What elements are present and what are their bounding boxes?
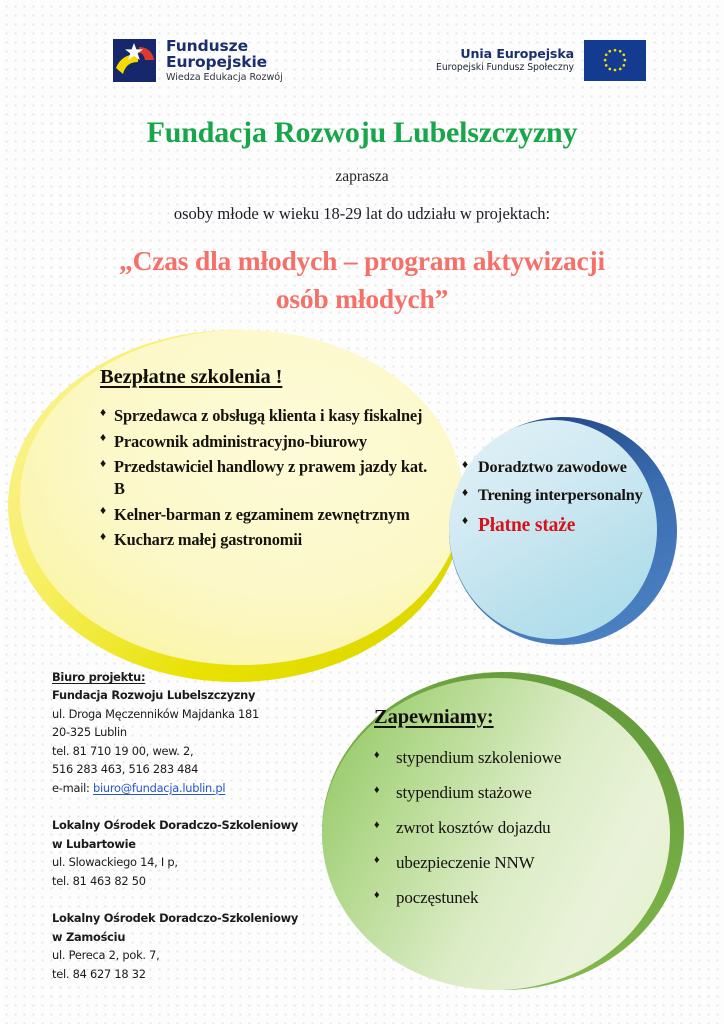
eu-line-2: Europejski Fundusz Społeczny bbox=[436, 62, 574, 74]
contact-information bbox=[52, 668, 324, 1002]
contact-name: Fundacja Rozwoju Lubelszczyzny bbox=[52, 688, 256, 703]
fundusze-europejskie-logo bbox=[112, 38, 283, 83]
support-list bbox=[462, 456, 647, 540]
european-union-logo bbox=[436, 40, 646, 81]
contact-phone-line: tel. 84 627 18 32 bbox=[52, 966, 146, 981]
contact-block-lubartow bbox=[52, 816, 324, 890]
contact-address-line: ul. Droga Męczenników Majdanka 181 bbox=[52, 706, 260, 721]
list-item bbox=[374, 852, 664, 874]
contact-lead: Biuro projektu: bbox=[52, 670, 146, 684]
list-item bbox=[462, 484, 647, 507]
diamond-bullet-icon: ♦ bbox=[100, 404, 106, 419]
list-item-label: Sprzedawca z obsługą klienta i kasy fiskalnej bbox=[114, 406, 423, 425]
contact-address-line: ul. Slowackiego 14, I p, bbox=[52, 855, 178, 870]
benefits-heading: Zapewniamy: bbox=[374, 706, 494, 728]
list-item-label: stypendium szkoleniowe bbox=[396, 748, 562, 767]
diamond-bullet-icon: ♦ bbox=[100, 503, 106, 518]
benefits-list bbox=[374, 747, 664, 909]
trainings-heading: Bezpłatne szkolenia ! bbox=[100, 366, 283, 388]
contact-address-line: ul. Pereca 2, pok. 7, bbox=[52, 948, 160, 963]
diamond-bullet-icon: ♦ bbox=[462, 456, 468, 471]
diamond-bullet-icon: ♦ bbox=[100, 455, 106, 470]
eu-wordmark bbox=[436, 47, 574, 75]
invites-label: zaprasza bbox=[335, 168, 389, 185]
fe-line-2: Europejskie bbox=[166, 53, 268, 72]
project-title bbox=[48, 242, 676, 318]
fundusze-europejskie-icon bbox=[112, 38, 157, 83]
contact-phone-line: tel. 81 463 82 50 bbox=[52, 873, 146, 888]
list-item-label: zwrot kosztów dojazdu bbox=[396, 818, 551, 838]
list-item bbox=[100, 431, 430, 453]
diamond-bullet-icon: ♦ bbox=[374, 784, 380, 797]
list-item-label: Doradztwo zawodowe bbox=[478, 458, 627, 476]
diamond-bullet-icon: ♦ bbox=[374, 854, 380, 867]
list-item bbox=[100, 529, 430, 551]
contact-email-line bbox=[52, 779, 324, 797]
list-item bbox=[462, 456, 647, 479]
email-link[interactable]: biuro@fundacja.lublin.pl bbox=[92, 780, 226, 795]
contact-block-zamosc bbox=[52, 909, 324, 983]
list-item-label: Trening interpersonalny bbox=[478, 486, 643, 504]
list-item-label: ubezpieczenie NNW bbox=[396, 853, 535, 873]
list-item bbox=[374, 887, 664, 909]
diamond-bullet-icon: ♦ bbox=[374, 819, 380, 832]
contact-name: Lokalny Ośrodek Doradczo-Szkoleniowy bbox=[52, 911, 299, 926]
audience-line: osoby młode w wieku 18-29 lat do udziału w projektach: bbox=[173, 204, 551, 223]
list-item bbox=[374, 782, 664, 804]
fe-line-1: Fundusze bbox=[166, 37, 248, 56]
list-item bbox=[374, 817, 664, 839]
project-title-line-1: „Czas dla młodych – program aktywizacji bbox=[119, 245, 605, 276]
contact-name-second-line: w Lubartowie bbox=[52, 836, 136, 851]
logo-bar bbox=[0, 30, 724, 92]
contact-city-line: 20-325 Lublin bbox=[52, 725, 127, 740]
diamond-bullet-icon: ♦ bbox=[374, 749, 380, 761]
list-item-label: Kelner-barman z egzaminem zewnętrznym bbox=[114, 504, 410, 524]
project-title-line-2: osób młodych” bbox=[275, 282, 449, 314]
fundusze-europejskie-wordmark bbox=[166, 38, 283, 83]
contact-name-second-line: w Zamościu bbox=[52, 929, 126, 944]
diamond-bullet-icon: ♦ bbox=[100, 430, 106, 445]
support-section bbox=[462, 456, 647, 545]
diamond-bullet-icon: ♦ bbox=[462, 484, 468, 499]
contact-phone-line-2: 516 283 463, 516 283 484 bbox=[52, 762, 199, 777]
paid-internships-item bbox=[462, 512, 647, 540]
list-item bbox=[100, 504, 430, 526]
eu-line-1: Unia Europejska bbox=[460, 45, 574, 61]
list-item bbox=[100, 405, 430, 427]
fe-line-3: Wiedza Edukacja Rozwój bbox=[166, 71, 283, 83]
organization-title: Fundacja Rozwoju Lubelszczyzny bbox=[146, 116, 578, 149]
list-item bbox=[100, 456, 430, 499]
contact-block-project-office bbox=[52, 668, 324, 797]
diamond-bullet-icon: ♦ bbox=[462, 512, 468, 527]
trainings-section bbox=[100, 366, 430, 555]
email-label: e-mail: bbox=[52, 780, 93, 795]
list-item-label: Kucharz małej gastronomii bbox=[114, 530, 303, 550]
list-item-label: poczęstunek bbox=[396, 888, 479, 908]
trainings-list bbox=[100, 405, 430, 551]
diamond-bullet-icon: ♦ bbox=[374, 889, 380, 902]
list-item-label: Przedstawiciel handlowy z prawem jazdy kat. B bbox=[114, 457, 428, 498]
list-item-label: stypendium stażowe bbox=[396, 783, 532, 803]
contact-phone-line: tel. 81 710 19 00, wew. 2, bbox=[52, 743, 194, 758]
european-union-flag-icon bbox=[584, 40, 646, 81]
paid-internships-label: Płatne staże bbox=[478, 515, 576, 536]
contact-name: Lokalny Ośrodek Doradczo-Szkoleniowy bbox=[52, 818, 299, 833]
diamond-bullet-icon: ♦ bbox=[100, 528, 106, 543]
benefits-section bbox=[374, 706, 664, 922]
list-item-label: Pracownik administracyjno-biurowy bbox=[114, 431, 367, 451]
list-item bbox=[374, 747, 664, 769]
